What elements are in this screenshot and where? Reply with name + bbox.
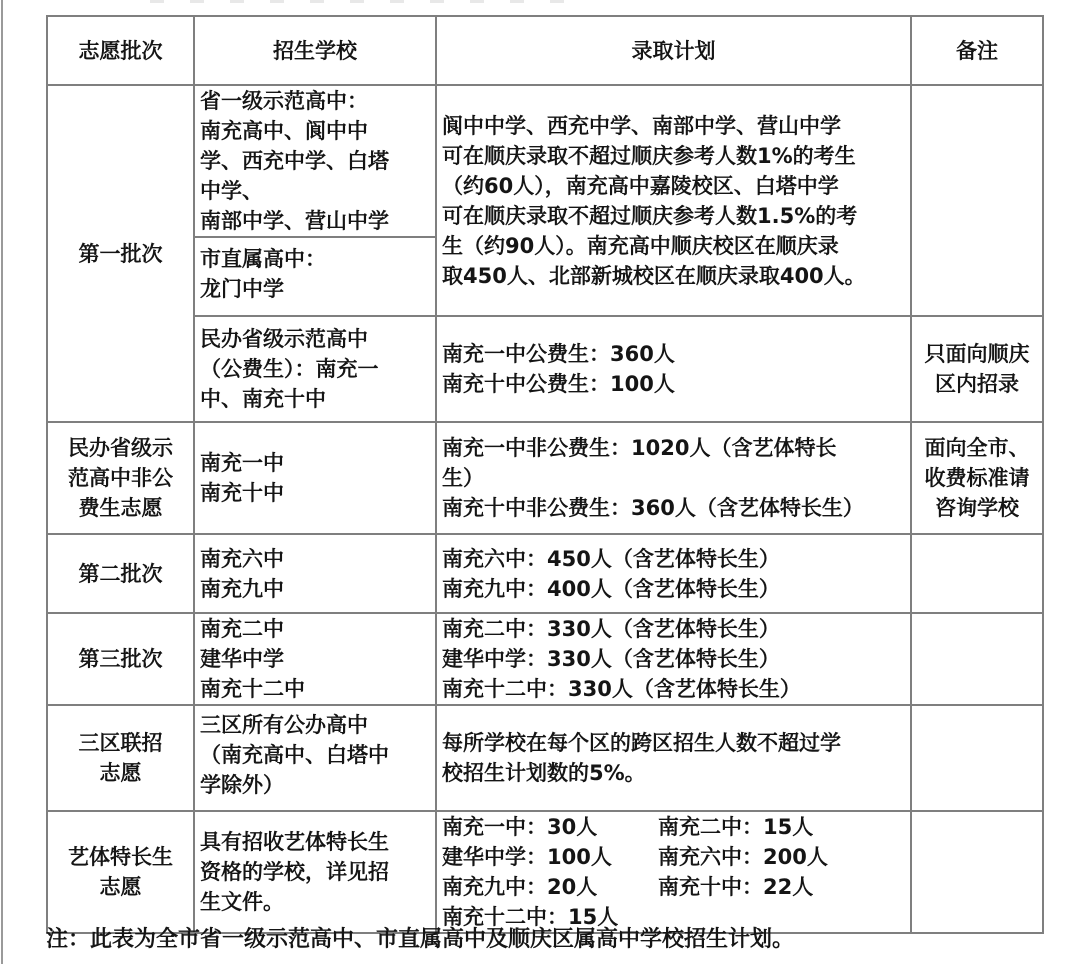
table-header-row [47,16,1043,85]
quota-item: 南充二中：15人 [658,815,814,839]
batch-label [47,705,194,811]
school-line: 三区所有公办高中 [200,713,368,737]
school-cell [194,85,436,237]
plan-line: 南充一中公费生：360人 [442,342,675,366]
table-row [47,85,1043,237]
batch-label [47,811,194,933]
batch-label-line: 民办省级示 [68,436,173,460]
school-cell [194,422,436,534]
plan-line: 生（约90人）。南充高中顺庆校区在顺庆录 [442,233,839,258]
note-line: 区内招录 [935,372,1019,396]
batch-label: 第一批次 [47,85,194,422]
school-line: 南充九中 [200,576,284,601]
note-line: 咨询学校 [935,496,1019,520]
plan-line: （约60人），南充高中嘉陵校区、白塔中学 [442,173,839,198]
school-line: 南部中学、营山中学 [200,209,389,233]
header-batch: 志愿批次 [47,16,194,85]
school-line: 市直属高中： [200,247,326,271]
art-quota-grid [442,812,905,932]
school-line: 南充二中 [200,617,284,641]
page-edge-line [1,0,3,964]
header-note: 备注 [911,16,1043,85]
batch-label-line: 艺体特长生 [68,845,173,869]
school-line: 建华中学 [200,647,284,671]
note-cell [911,534,1043,613]
note-line: 只面向顺庆 [924,342,1030,366]
school-line: （公费生）：南充一 [200,357,379,381]
table-row [47,534,1043,613]
plan-cell [436,85,911,316]
plan-line: 南充十中非公费生：360人（含艺体特长生） [442,496,864,520]
table-row [47,811,1043,933]
plan-line: 可在顺庆录取不超过顺庆参考人数1.5%的考 [442,203,858,228]
plan-line: 南充六中：450人（含艺体特长生） [442,546,780,571]
note-cell [911,316,1043,422]
header-plan: 录取计划 [436,16,911,85]
note-cell [911,811,1043,933]
note-cell [911,85,1043,316]
batch-label: 第三批次 [47,613,194,705]
school-line: （南充高中、白塔中 [200,743,389,767]
table-row [47,613,1043,705]
school-line: 资格的学校，详见招 [200,860,389,884]
quota-item: 南充十中：22人 [658,875,814,899]
plan-line: 南充十二中：330人（含艺体特长生） [442,677,801,701]
school-line: 南充十二中 [200,677,305,701]
quota-item: 南充六中：200人 [658,845,828,869]
header-school: 招生学校 [194,16,436,85]
plan-line: 南充九中：400人（含艺体特长生） [442,576,780,601]
table-footnote: 注：此表为全市省一级示范高中、市直属高中及顺庆区属高中学校招生计划。 [46,927,795,952]
school-cell [194,237,436,316]
school-cell [194,534,436,613]
batch-label-line: 志愿 [99,875,142,899]
quota-item: 建华中学：100人 [442,845,612,869]
school-line: 中学、 [200,179,263,203]
quota-item: 南充一中：30人 [442,815,598,839]
plan-line: 取450人、北部新城校区在顺庆录取400人。 [442,263,866,288]
batch-label-line: 费生志愿 [78,496,163,520]
school-line: 民办省级示范高中 [200,327,368,351]
plan-cell [436,811,911,933]
enrollment-plan-table [46,15,1044,934]
school-line: 具有招收艺体特长生 [200,830,389,854]
note-line: 面向全市、 [924,436,1030,460]
plan-cell [436,613,911,705]
plan-line: 南充一中非公费生：1020人（含艺体特长 [442,436,837,460]
batch-label-line: 三区联招 [78,731,163,755]
plan-cell [436,705,911,811]
note-cell [911,613,1043,705]
school-cell [194,705,436,811]
note-cell [911,422,1043,534]
plan-cell [436,316,911,422]
school-line: 南充十中 [200,481,284,505]
school-line: 南充六中 [200,546,284,571]
school-cell [194,811,436,933]
cropped-title-remnant [150,0,570,3]
batch-label [47,422,194,534]
table-row [47,316,1043,422]
plan-line: 校招生计划数的5%。 [442,761,646,785]
plan-line: 每所学校在每个区的跨区招生人数不超过学 [442,731,841,755]
plan-line: 阆中中学、西充中学、南部中学、营山中学 [442,113,841,138]
school-line: 中、南充十中 [200,387,326,411]
plan-line: 建华中学：330人（含艺体特长生） [442,647,780,671]
plan-line: 生） [442,466,484,490]
quota-item: 南充九中：20人 [442,875,598,899]
table-row [47,422,1043,534]
plan-cell [436,422,911,534]
plan-line: 南充十中公费生：100人 [442,372,675,396]
note-cell [911,705,1043,811]
school-line: 南充一中 [200,451,284,475]
plan-cell [436,534,911,613]
batch-label: 第二批次 [47,534,194,613]
school-cell [194,613,436,705]
quota-item: 南充十二中：15人 [442,905,619,929]
note-line: 收费标准请 [924,466,1030,490]
school-line: 生文件。 [200,890,284,914]
school-line: 学除外） [200,773,284,797]
table-row [47,705,1043,811]
school-line: 南充高中、阆中中 [200,119,368,143]
plan-line: 南充二中：330人（含艺体特长生） [442,617,780,641]
batch-label-line: 范高中非公 [68,466,173,490]
school-line: 省一级示范高中： [200,89,368,113]
plan-line: 可在顺庆录取不超过顺庆参考人数1%的考生 [442,143,856,168]
batch-label-line: 志愿 [99,761,142,785]
school-line: 学、西充中学、白塔 [200,149,389,173]
school-line: 龙门中学 [200,277,284,301]
school-cell [194,316,436,422]
